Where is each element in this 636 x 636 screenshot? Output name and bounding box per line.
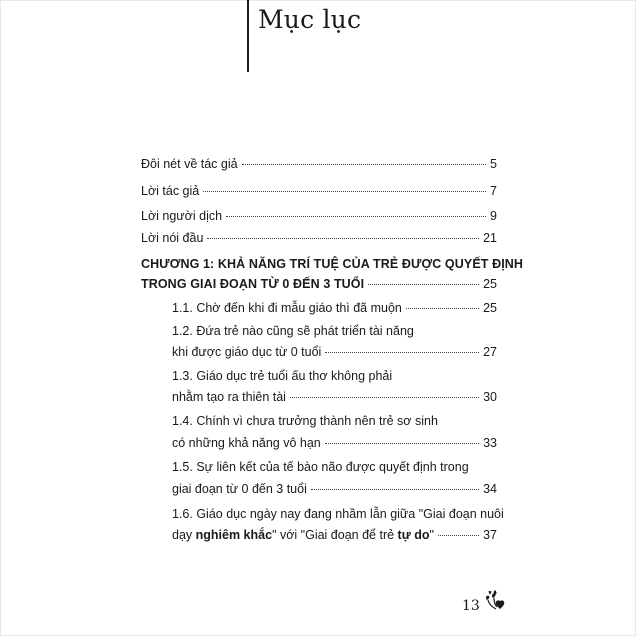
text-run: dạy	[172, 528, 196, 542]
text-run: " với "Giai đoạn để trẻ	[272, 528, 398, 542]
toc-entry-page: 21	[483, 231, 497, 245]
dot-leader	[368, 284, 479, 285]
toc-section-title-line1: 1.4. Chính vì chưa trưởng thành nên trẻ sơ sinh	[172, 414, 438, 428]
chapter-heading	[141, 276, 497, 292]
toc-entry-page: 7	[490, 184, 497, 198]
dot-leader	[311, 489, 479, 490]
toc-section-title-line2	[172, 527, 434, 543]
toc-section-title-line1: 1.2. Đứa trẻ nào cũng sẽ phát triển tài năng	[172, 324, 414, 338]
toc-section	[172, 344, 497, 360]
toc-section-page: 34	[483, 482, 497, 496]
toc-entry-title: Lời nói đầu	[141, 231, 204, 245]
toc-section-title-line1: 1.3. Giáo dục trẻ tuổi ấu thơ không phải	[172, 369, 393, 383]
toc-section-title-line2: có những khả năng vô hạn	[172, 436, 321, 450]
flower-ornament-icon	[482, 588, 508, 619]
dot-leader	[226, 216, 486, 217]
toc-section-page: 25	[483, 301, 497, 315]
dot-leader	[203, 191, 486, 192]
toc-section-page: 33	[483, 436, 497, 450]
toc-section-title-line2: khi được giáo dục từ 0 tuổi	[172, 345, 322, 359]
bold-text-run: nghiêm khắc	[195, 528, 273, 542]
toc-section-title-line2: giai đoạn từ 0 đến 3 tuổi	[172, 482, 307, 496]
toc-section-title: 1.1. Chờ đến khi đi mẫu giáo thì đã muộn	[172, 301, 402, 315]
toc-entry	[141, 208, 497, 224]
toc-entry-title: Lời tác giả	[141, 184, 200, 198]
toc-section	[172, 389, 497, 405]
text-run: "	[429, 528, 434, 542]
toc-entry-page: 9	[490, 209, 497, 223]
toc-entry-page: 5	[490, 157, 497, 171]
dot-leader	[406, 308, 479, 309]
toc-section-page: 27	[483, 345, 497, 359]
bold-text-run: tự do	[397, 528, 430, 542]
dot-leader	[207, 238, 479, 239]
dot-leader	[290, 397, 479, 398]
toc-section	[172, 435, 497, 451]
toc-section	[172, 481, 497, 497]
toc-entry	[141, 230, 497, 246]
page-number: 13	[462, 598, 480, 614]
chapter-heading-line1: CHƯƠNG 1: KHẢ NĂNG TRÍ TUỆ CỦA TRẺ ĐƯỢC QUYẾT ĐỊNH	[141, 257, 524, 271]
dot-leader	[242, 164, 486, 165]
toc-section-page: 30	[483, 390, 497, 404]
dot-leader	[325, 352, 479, 353]
page-title: Mục lục	[258, 5, 362, 34]
toc-entry	[141, 183, 497, 199]
toc-section	[172, 527, 497, 543]
dot-leader	[438, 535, 479, 536]
toc-entry-title: Đôi nét về tác giả	[141, 157, 238, 171]
dot-leader	[325, 443, 479, 444]
toc-section	[172, 300, 497, 316]
toc-entry	[141, 156, 497, 172]
chapter-heading-line2: TRONG GIAI ĐOẠN TỪ 0 ĐẾN 3 TUỔI	[141, 277, 365, 291]
toc-section-page: 37	[483, 528, 497, 542]
toc-section-title-line1: 1.6. Giáo dục ngày nay đang nhầm lẫn giữa "Giai đoạn nuôi	[172, 507, 504, 521]
toc-section-title-line2: nhằm tạo ra thiên tài	[172, 390, 286, 404]
chapter-page: 25	[483, 277, 497, 291]
toc-entry-title: Lời người dịch	[141, 209, 223, 223]
toc-section-title-line1: 1.5. Sự liên kết của tế bào não được quyết định trong	[172, 460, 469, 474]
